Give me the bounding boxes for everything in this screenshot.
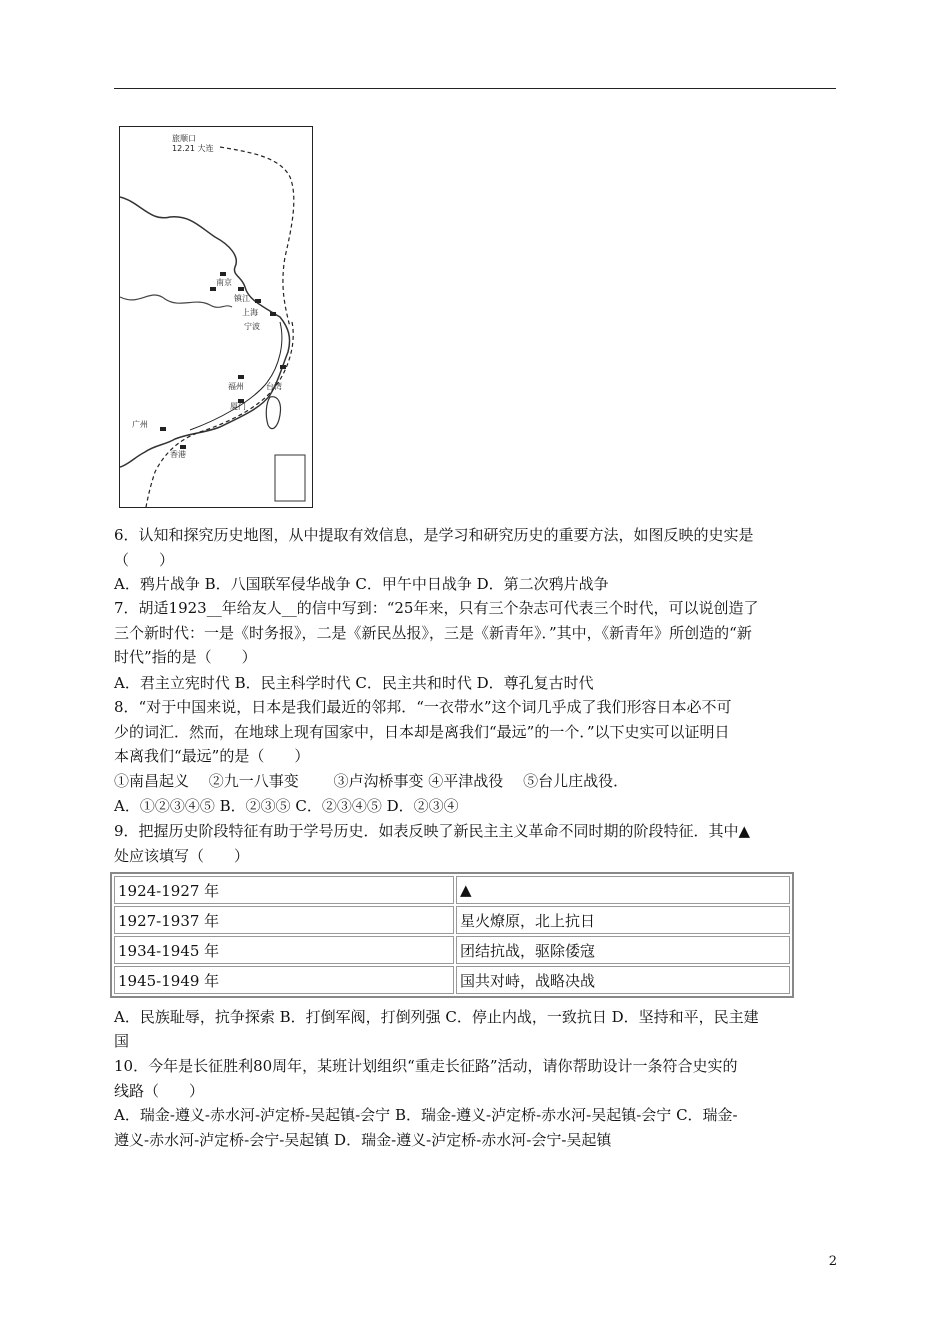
- route-solid: [190, 322, 282, 430]
- map-city-xiamen: 厦门: [230, 402, 246, 411]
- period-cell: 1934-1945 年: [114, 936, 454, 964]
- q6-stem-line2: （ ）: [114, 551, 175, 569]
- q8-stem-line1: 8．“对于中国来说，日本是我们最近的邻邦．“一衣带水”这个词几乎成了我们形容日本必不可: [114, 698, 732, 716]
- q10-stem-line2: 线路（ ）: [114, 1082, 205, 1100]
- q7-stem-line3: 时代”指的是（ ）: [114, 648, 257, 666]
- stage-feature-table: [110, 872, 794, 998]
- table-row: [114, 906, 790, 934]
- feature-cell: 团结抗战，驱除倭寇: [456, 936, 790, 964]
- q8-stem-line2: 少的词汇．然而，在地球上现有国家中，日本却是离我们“最远”的一个．”以下史实可以证明日: [114, 723, 730, 741]
- q9-stem-line2: 处应该填写（ ）: [114, 847, 250, 865]
- map-city-fuzhou: 福州: [228, 382, 244, 391]
- feature-cell: ▲: [456, 876, 790, 904]
- map-city-guangzhou: 广州: [132, 420, 148, 429]
- map-label-top-sub: 12.21 大连: [172, 144, 214, 153]
- q9-stem-line1: 9．把握历史阶段特征有助于学号历史．如表反映了新民主主义革命不同时期的阶段特征．其中▲: [114, 822, 751, 840]
- map-city-taiwan: 台湾: [266, 382, 282, 391]
- feature-cell: 星火燎原，北上抗日: [456, 906, 790, 934]
- route-dashed-south: [146, 322, 293, 507]
- map-city-zhenjiang: 镇江: [234, 294, 250, 303]
- q7-options: A．君主立宪时代 B．民主科学时代 C．民主共和时代 D．尊孔复古时代: [114, 674, 594, 692]
- q10-options-line1: A．瑞金-遵义-赤水河-泸定桥-吴起镇-会宁 B．瑞金-遵义-泸定桥-赤水河-吴起镇-会宁 C．瑞金-: [114, 1106, 738, 1124]
- coastline-map-drawing: [120, 127, 312, 507]
- q8-options: A．①②③④⑤ B．②③⑤ C．②③④⑤ D．②③④: [114, 797, 459, 815]
- map-city-ningbo: 宁波: [244, 322, 260, 331]
- q8-items: ①南昌起义 ②九一八事变 ③卢沟桥事变 ④平津战役 ⑤台儿庄战役．: [114, 772, 629, 790]
- q6-options: A．鸦片战争 B．八国联军侵华战争 C．甲午中日战争 D．第二次鸦片战争: [114, 575, 609, 593]
- q8-stem-line3: 本离我们“最远”的是（ ）: [114, 747, 310, 765]
- table-row: [114, 966, 790, 994]
- feature-cell: 国共对峙，战略决战: [456, 966, 790, 994]
- taiwan-island: [266, 397, 280, 429]
- historical-map: [119, 126, 313, 508]
- table-row: [114, 936, 790, 964]
- map-city-nanjing: 南京: [216, 278, 232, 287]
- q9-options-line2: 国: [114, 1032, 130, 1050]
- page-number: 2: [828, 1254, 837, 1269]
- header-rule: [114, 88, 836, 89]
- period-cell: 1927-1937 年: [114, 906, 454, 934]
- map-label-bottom: 香港: [170, 450, 186, 459]
- period-cell: 1924-1927 年: [114, 876, 454, 904]
- q6-stem-line1: 6．认知和探究历史地图，从中提取有效信息，是学习和研究历史的重要方法，如图反映的史实是: [114, 526, 754, 544]
- q7-stem-line1: 7．胡适1923__年给友人__的信中写到：“25年来，只有三个杂志可代表三个时代，可以说创造了: [114, 599, 759, 617]
- q10-options-line2: 遵义-赤水河-泸定桥-会宁-吴起镇 D．瑞金-遵义-泸定桥-赤水河-会宁-吴起镇: [114, 1131, 612, 1149]
- inset-box: [275, 455, 305, 501]
- q10-stem-line1: 10．今年是长征胜利80周年，某班计划组织“重走长征路”活动，请你帮助设计一条符合史实的: [114, 1057, 738, 1075]
- q7-stem-line2: 三个新时代：一是《时务报》，二是《新民丛报》，三是《新青年》．”其中，《新青年》所创造的“新: [114, 624, 752, 642]
- q9-options-line1: A．民族耻辱，抗争探索 B．打倒军阀，打倒列强 C．停止内战，一致抗日 D．坚持和平，民主建: [114, 1008, 759, 1026]
- river-line: [120, 295, 232, 307]
- map-city-shanghai: 上海: [242, 308, 258, 317]
- period-cell: 1945-1949 年: [114, 966, 454, 994]
- map-label-top: 旅顺口: [172, 134, 196, 143]
- table-row: [114, 876, 790, 904]
